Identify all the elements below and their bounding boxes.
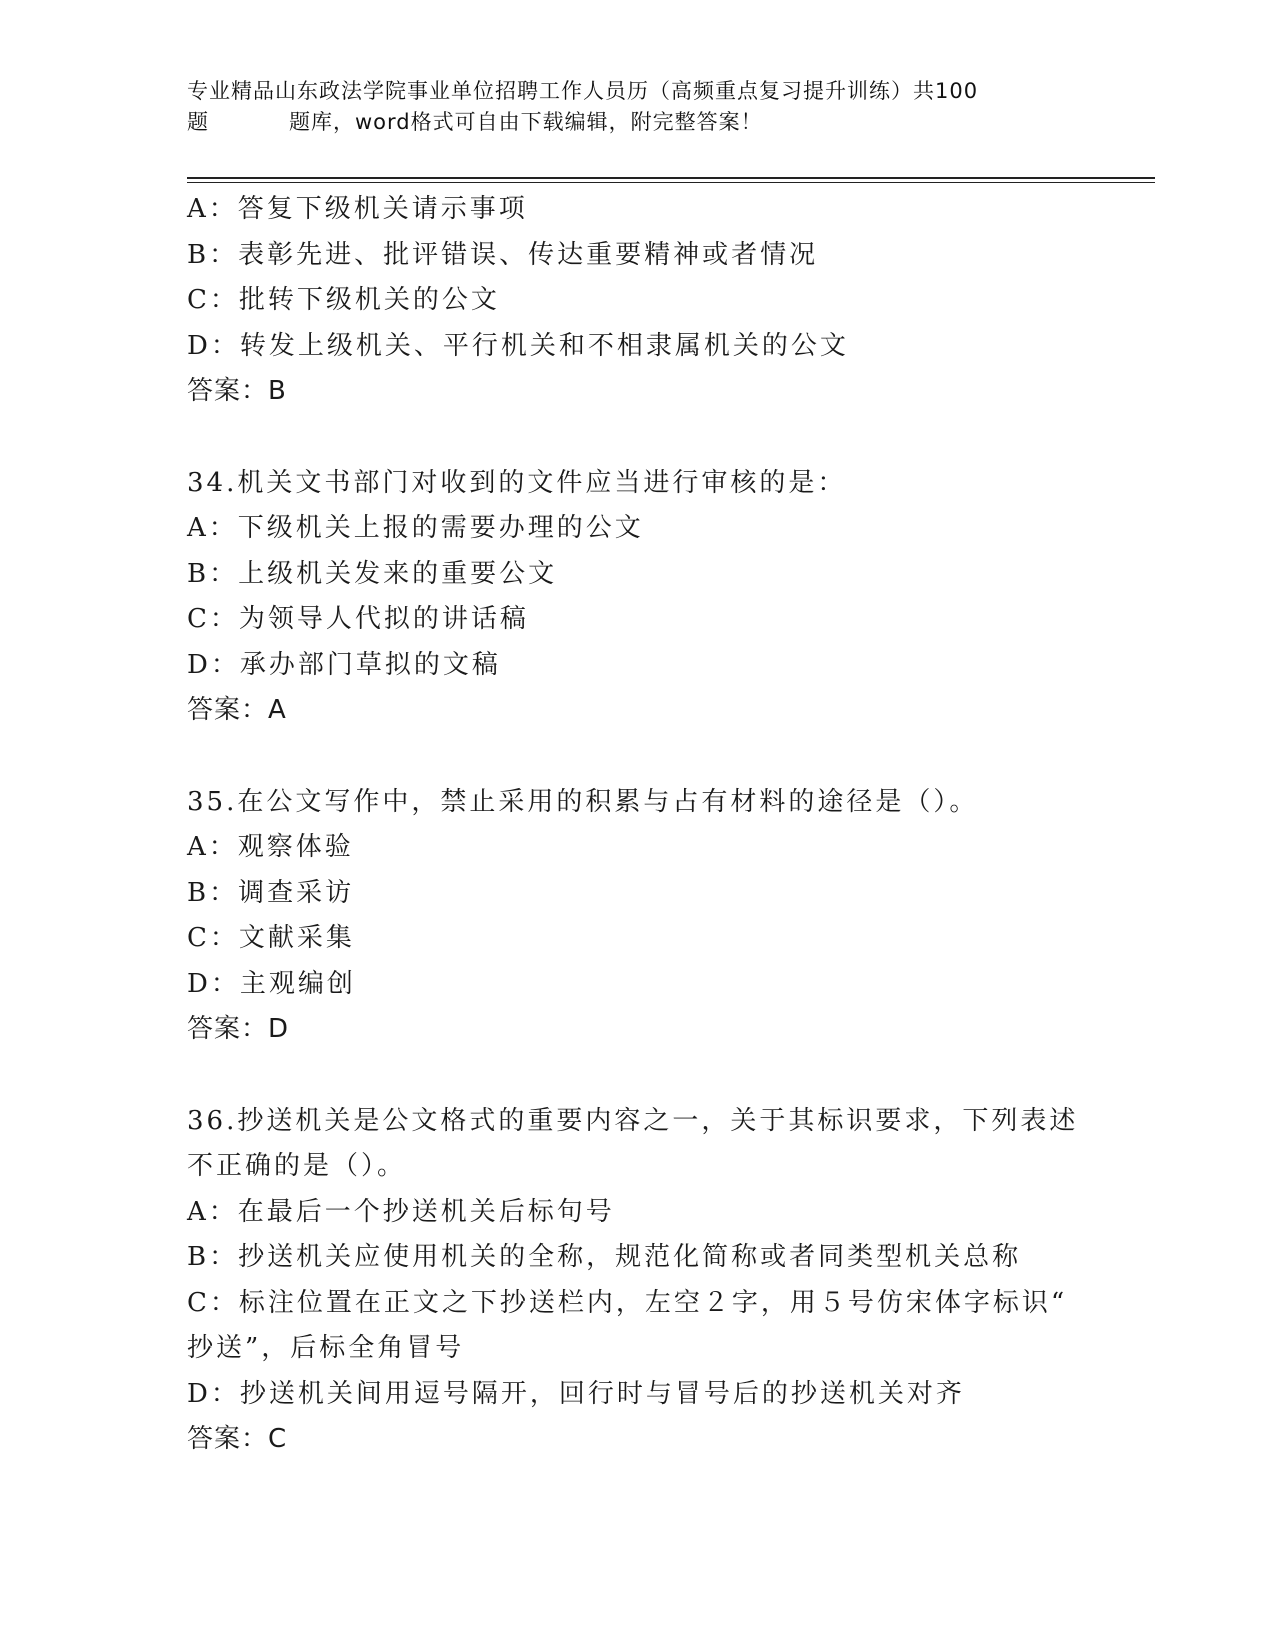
q33-option-d: D：转发上级机关、平行机关和不相隶属机关的公文 [187,330,849,361]
question-35-block [187,780,1097,1053]
q36-option-d: D：抄送机关间用逗号隔开，回行时与冒号后的抄送机关对齐 [187,1378,965,1409]
q34-option-d: D：承办部门草拟的文稿 [187,649,501,680]
header-line-1: 专业精品山东政法学院事业单位招聘工作人员历（高频重点复习提升训练）共100 [187,79,979,103]
q35-option-c: C：文献采集 [187,923,355,953]
question-34-block [187,461,1097,734]
q34-answer: 答案：A [187,695,287,725]
q36-option-c-continued: 抄送”，后标全角冒号 [187,1333,465,1363]
q36-option-c: C：标注位置在正文之下抄送栏内，左空２字，用５号仿宋体字标识“ [187,1287,1068,1318]
q34-option-a: A：下级机关上报的需要办理的公文 [187,513,644,543]
q35-answer: 答案：D [187,1014,290,1044]
q34-question: 34.机关文书部门对收到的文件应当进行审核的是： [187,467,847,498]
q36-answer: 答案：C [187,1424,288,1454]
q35-question: 35.在公文写作中，禁止采用的积累与占有材料的途径是（）。 [187,786,979,817]
header-line-2 [187,107,1087,138]
q35-option-d: D：主观编创 [187,968,356,999]
header-line-2-prefix: 题 [187,110,209,134]
q36-option-b: B：抄送机关应使用机关的全称，规范化简称或者同类型机关总称 [187,1242,1022,1272]
q35-option-a: A：观察体验 [187,832,354,862]
q33-answer: 答案：B [187,376,287,406]
header-rule-thick [187,177,1155,179]
header-line-2-text: 题库，word格式可自由下载编辑，附完整答案！ [289,110,763,134]
q33-option-c: C：批转下级机关的公文 [187,285,500,315]
q36-option-a: A：在最后一个抄送机关后标句号 [187,1196,615,1227]
q34-option-c: C：为领导人代拟的讲话稿 [187,604,529,634]
q34-option-b: B：上级机关发来的重要公文 [187,558,558,589]
question-33-block [187,187,1097,415]
q35-option-b: B：调查采访 [187,877,355,908]
header-rule-thin [187,182,1155,183]
question-content [187,187,1097,1463]
document-header [187,76,1087,138]
question-36-block [187,1099,1097,1463]
q33-option-b: B：表彰先进、批评错误、传达重要精神或者情况 [187,239,819,270]
q36-question-line-2: 不正确的是（）。 [187,1151,407,1181]
q36-question-line-1: 36.抄送机关是公文格式的重要内容之一，关于其标识要求，下列表述 [187,1105,1079,1136]
q33-option-a: A：答复下级机关请示事项 [187,194,528,224]
